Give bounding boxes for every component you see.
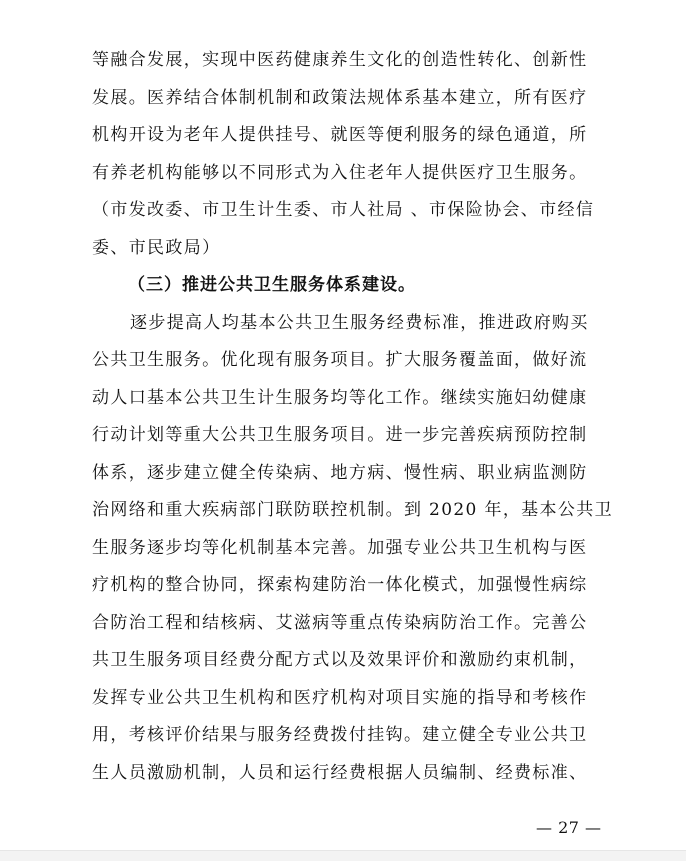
text-line: 委、市民政局）	[92, 237, 221, 258]
paragraph-line: 动人口基本公共卫生计生服务均等化工作。继续实施妇幼健康	[92, 387, 588, 408]
body-text	[92, 42, 612, 792]
paragraph-line: 合防治工程和结核病、艾滋病等重点传染病防治工作。完善公	[92, 612, 588, 633]
text-line: 有养老机构能够以不同形式为入住老年人提供医疗卫生服务。	[92, 162, 588, 183]
paragraph-line: 生服务逐步均等化机制基本完善。加强专业公共卫生机构与医	[92, 537, 588, 558]
section-heading: （三）推进公共卫生服务体系建设。	[128, 275, 416, 295]
text-line: 机构开设为老年人提供挂号、就医等便利服务的绿色通道，所	[92, 125, 588, 145]
paragraph-line: 公共卫生服务。优化现有服务项目。扩大服务覆盖面，做好流	[92, 350, 588, 370]
page-number: — 27 —	[536, 818, 602, 837]
paragraph-line: 治网络和重大疾病部门联防联控机制。到 2020 年，基本公共卫	[92, 500, 613, 520]
text-line: （市发改委、市卫生计生委、市人社局 、市保险协会、市经信	[92, 200, 595, 220]
text-line: 发展。医养结合体制机制和政策法规体系基本建立，所有医疗	[92, 87, 588, 108]
text-line: 等融合发展，实现中医药健康养生文化的创造性转化、创新性	[92, 50, 588, 70]
paragraph-line: 行动计划等重大公共卫生服务项目。进一步完善疾病预防控制	[92, 425, 588, 445]
paragraph-line: 共卫生服务项目经费分配方式以及效果评价和激励约束机制，	[92, 650, 588, 670]
paragraph-line: 体系，逐步建立健全传染病、地方病、慢性病、职业病监测防	[92, 462, 588, 483]
paragraph-line: 生人员激励机制，人员和运行经费根据人员编制、经费标准、	[92, 762, 588, 783]
paragraph-line: 用，考核评价结果与服务经费拨付挂钩。建立健全专业公共卫	[92, 725, 588, 745]
bottom-divider	[0, 850, 686, 861]
paragraph-line: 发挥专业公共卫生机构和医疗机构对项目实施的指导和考核作	[92, 687, 588, 708]
paragraph-line: 疗机构的整合协同，探索构建防治一体化模式，加强慢性病综	[92, 575, 588, 595]
paragraph-line: 逐步提高人均基本公共卫生服务经费标准，推进政府购买	[130, 312, 589, 333]
